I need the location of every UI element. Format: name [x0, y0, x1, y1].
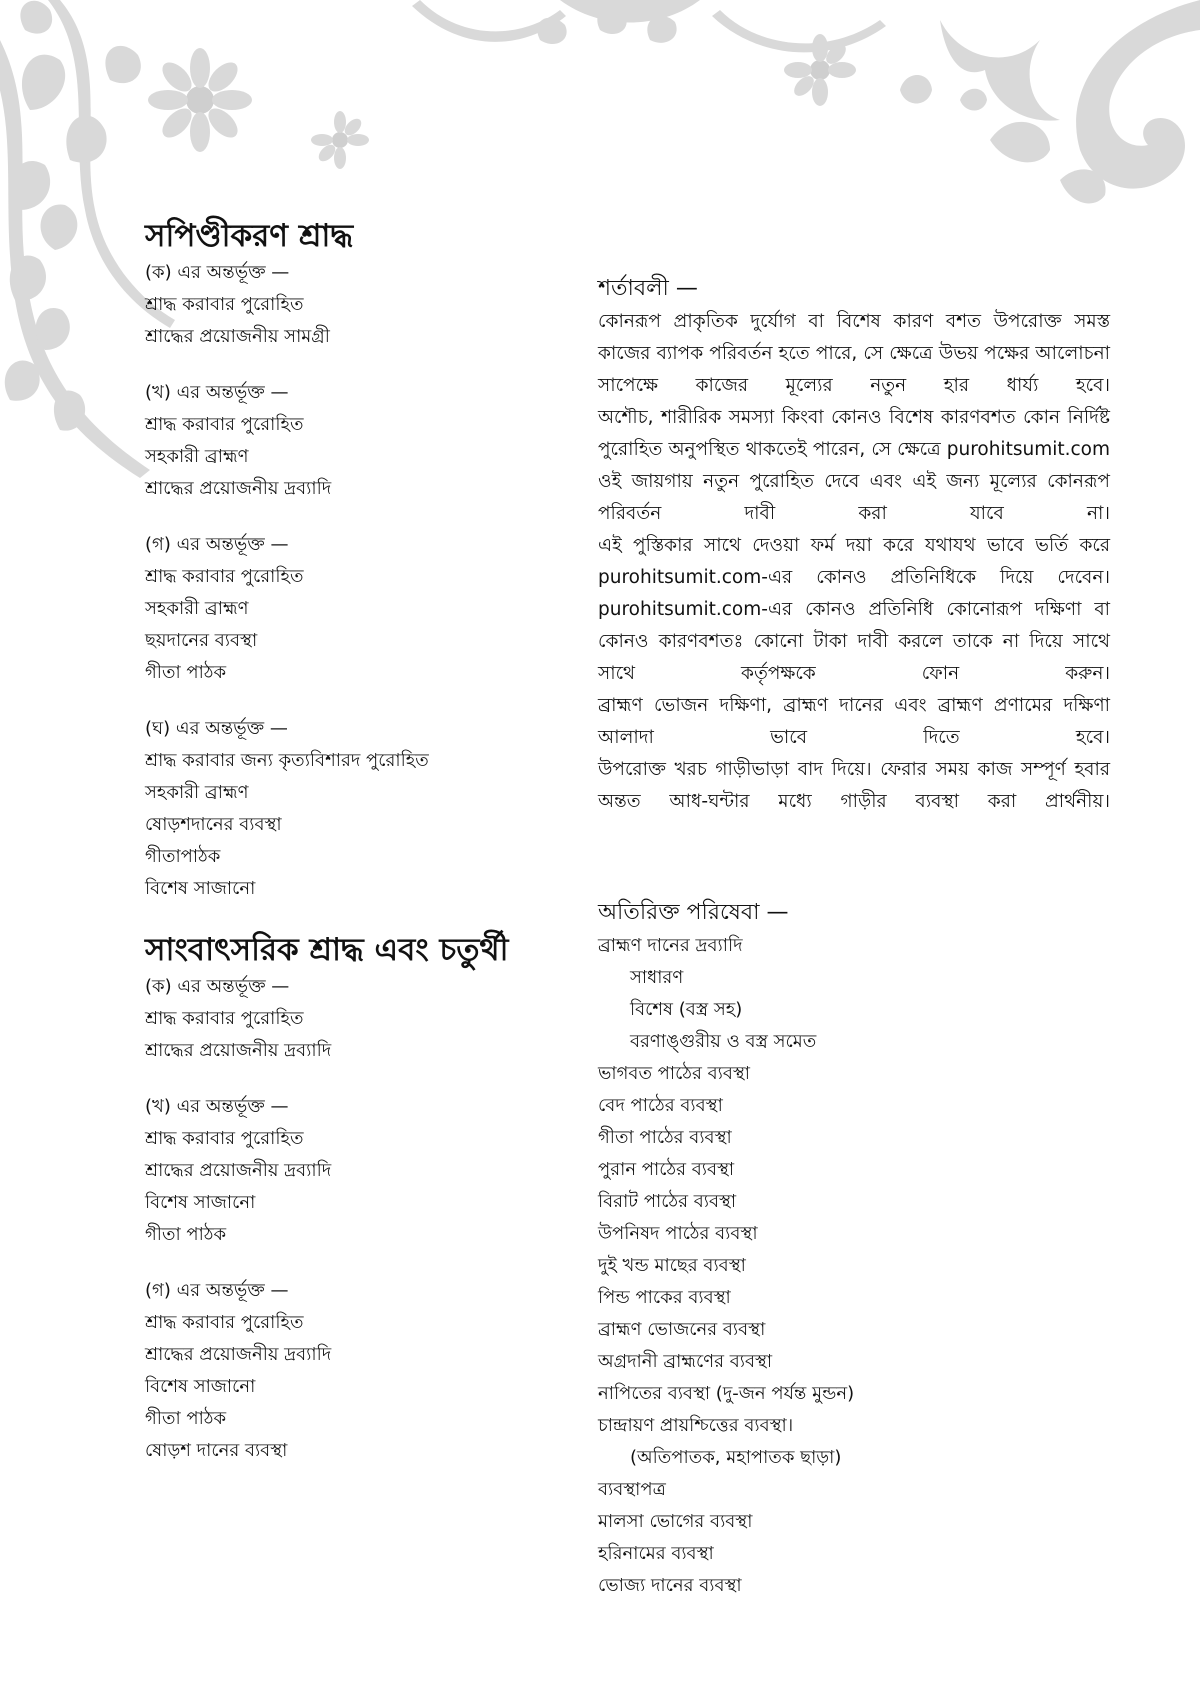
terms-paragraph: purohitsumit.com-এর কোনও প্রতিনিধি কোনোরূপ দক্ষিণা বা কোনও কারণবশতঃ কোনো টাকা দাবী করলে তাকে না দিয়ে সাথে সাথে কর্তৃপক্ষকে ফোন করুন। — [598, 599, 1110, 684]
service-item: দুই খন্ড মাছের ব্যবস্থা — [598, 1255, 746, 1276]
service-item: ভাগবত পাঠের ব্যবস্থা — [598, 1063, 750, 1084]
terms-paragraph: উপরোক্ত খরচ গাড়ীভাড়া বাদ দিয়ে। ফেরার সময় কাজ সম্পূর্ণ হবার অন্তত আধ-ঘন্টার মধ্যে গাড়ীর ব্যবস্থা করা প্রার্থনীয়। — [598, 759, 1110, 812]
terms-paragraph: ব্রাহ্মণ ভোজন দক্ষিণা, ব্রাহ্মণ দানের এবং ব্রাহ্মণ প্রণামের দক্ষিণা আলাদা ভাবে দিতে হবে। — [598, 695, 1110, 748]
list-item: শ্রাদ্ধ করাবার পুরোহিত — [145, 294, 304, 315]
terms-paragraph: এই পুস্তিকার সাথে দেওয়া ফর্ম দয়া করে যথাযথ ভাবে ভর্তি করে purohitsumit.com-এর কোনও প্রতিনিধিকে দিয়ে দেবেন। — [598, 535, 1110, 588]
list-item: সহকারী ব্রাহ্মণ — [145, 782, 249, 803]
list-item: শ্রাদ্ধ করাবার জন্য কৃত্যবিশারদ পুরোহিত — [145, 750, 429, 771]
list-item: গীতাপাঠক — [145, 846, 221, 867]
service-item: ব্রাহ্মণ দানের দ্রব্যাদি — [598, 935, 743, 956]
samvatsarik-title: সাংবাৎসরিক শ্রাদ্ধ এবং চতুর্থী — [145, 932, 509, 968]
list-item: ছয়দানের ব্যবস্থা — [145, 630, 258, 651]
service-item: পিন্ড পাকের ব্যবস্থা — [598, 1287, 731, 1308]
list-item: গীতা পাঠক — [145, 662, 227, 683]
list-item: ষোড়শ দানের ব্যবস্থা — [145, 1440, 288, 1461]
service-item: মালসা ভোগের ব্যবস্থা — [598, 1511, 753, 1532]
service-item: হরিনামের ব্যবস্থা — [598, 1543, 714, 1564]
terms-paragraph: অশৌচ, শারীরিক সমস্যা কিংবা কোনও বিশেষ কারণবশত কোন নির্দিষ্ট পুরোহিত অনুপস্থিত থাকতেই পারেন, সে ক্ষেত্রে purohitsumit.com ওই জায়গায় নতুন পুরোহিত দেবে এবং এই জন্য মূল্যের কোনরূপ পরিবর্তন দাবী করা যাবে না। — [598, 407, 1110, 524]
group-heading: (গ) এর অন্তর্ভূক্ত — — [145, 534, 289, 555]
list-item: শ্রাদ্ধ করাবার পুরোহিত — [145, 1008, 304, 1029]
list-item: শ্রাদ্ধ করাবার পুরোহিত — [145, 566, 304, 587]
sapindikaran-group-gha — [145, 713, 585, 905]
samvatsarik-group-ka — [145, 971, 585, 1067]
service-item: পুরান পাঠের ব্যবস্থা — [598, 1159, 735, 1180]
sapindikaran-title: সপিণ্ডীকরণ শ্রাদ্ধ — [145, 218, 354, 254]
group-heading: (খ) এর অন্তর্ভূক্ত — — [145, 1096, 289, 1117]
list-item: সহকারী ব্রাহ্মণ — [145, 446, 249, 467]
samvatsarik-group-kha — [145, 1091, 585, 1251]
list-item: শ্রাদ্ধের প্রয়োজনীয় দ্রব্যাদি — [145, 478, 332, 499]
list-item: বিশেষ সাজানো — [145, 1376, 256, 1397]
service-item: ভোজ্য দানের ব্যবস্থা — [598, 1575, 742, 1596]
terms-heading: শর্তাবলী — — [598, 276, 698, 301]
list-item: ষোড়শদানের ব্যবস্থা — [145, 814, 282, 835]
sapindikaran-group-ka — [145, 257, 585, 353]
sapindikaran-group-kha — [145, 377, 585, 505]
list-item: বিশেষ সাজানো — [145, 1192, 256, 1213]
service-sub-item: বরণাঙ্গুরীয় ও বস্ত্র সমেত — [630, 1031, 817, 1052]
list-item: শ্রাদ্ধ করাবার পুরোহিত — [145, 1128, 304, 1149]
list-item: শ্রাদ্ধ করাবার পুরোহিত — [145, 1312, 304, 1333]
service-item: বেদ পাঠের ব্যবস্থা — [598, 1095, 723, 1116]
service-item: ব্রাহ্মণ ভোজনের ব্যবস্থা — [598, 1319, 766, 1340]
group-heading: (গ) এর অন্তর্ভূক্ত — — [145, 1280, 289, 1301]
list-item: সহকারী ব্রাহ্মণ — [145, 598, 249, 619]
service-item: চান্দ্রায়ণ প্রায়শ্চিত্তের ব্যবস্থা। — [598, 1415, 794, 1436]
list-item: গীতা পাঠক — [145, 1408, 227, 1429]
service-sub-item: বিশেষ (বস্ত্র সহ) — [630, 999, 743, 1020]
group-heading: (ঘ) এর অন্তর্ভূক্ত — — [145, 718, 288, 739]
service-item: বিরাট পাঠের ব্যবস্থা — [598, 1191, 737, 1212]
service-item: অগ্রদানী ব্রাহ্মণের ব্যবস্থা — [598, 1351, 773, 1372]
group-heading: (ক) এর অন্তর্ভূক্ত — — [145, 262, 290, 283]
list-item: শ্রাদ্ধের প্রয়োজনীয় দ্রব্যাদি — [145, 1160, 332, 1181]
service-item: ব্যবস্থাপত্র — [598, 1479, 666, 1500]
list-item: শ্রাদ্ধের প্রয়োজনীয় দ্রব্যাদি — [145, 1040, 332, 1061]
list-item: গীতা পাঠক — [145, 1224, 227, 1245]
samvatsarik-group-ga — [145, 1275, 585, 1467]
list-item: শ্রাদ্ধের প্রয়োজনীয় সামগ্রী — [145, 326, 330, 347]
list-item: শ্রাদ্ধের প্রয়োজনীয় দ্রব্যাদি — [145, 1344, 332, 1365]
list-item: বিশেষ সাজানো — [145, 878, 256, 899]
service-note: (অতিপাতক, মহাপাতক ছাড়া) — [630, 1447, 842, 1468]
list-item: শ্রাদ্ধ করাবার পুরোহিত — [145, 414, 304, 435]
group-heading: (খ) এর অন্তর্ভূক্ত — — [145, 382, 289, 403]
service-item: গীতা পাঠের ব্যবস্থা — [598, 1127, 732, 1148]
services-section — [598, 896, 1110, 1602]
sapindikaran-group-ga — [145, 529, 585, 689]
left-column — [145, 215, 585, 1491]
right-column — [598, 272, 1110, 1602]
service-item: উপনিষদ পাঠের ব্যবস্থা — [598, 1223, 758, 1244]
services-heading: অতিরিক্ত পরিষেবা — — [598, 900, 789, 925]
service-item: নাপিতের ব্যবস্থা (দু-জন পর্যন্ত মুন্ডন) — [598, 1383, 855, 1404]
service-sub-item: সাধারণ — [630, 967, 684, 988]
terms-paragraph: কোনরূপ প্রাকৃতিক দুর্যোগ বা বিশেষ কারণ বশত উপরোক্ত সমস্ত কাজের ব্যাপক পরিবর্তন হতে পারে, সে ক্ষেত্রে উভয় পক্ষের আলোচনা সাপেক্ষে কাজের মূল্যের নতুন হার ধার্য্য হবে। — [598, 311, 1110, 396]
group-heading: (ক) এর অন্তর্ভূক্ত — — [145, 976, 290, 997]
